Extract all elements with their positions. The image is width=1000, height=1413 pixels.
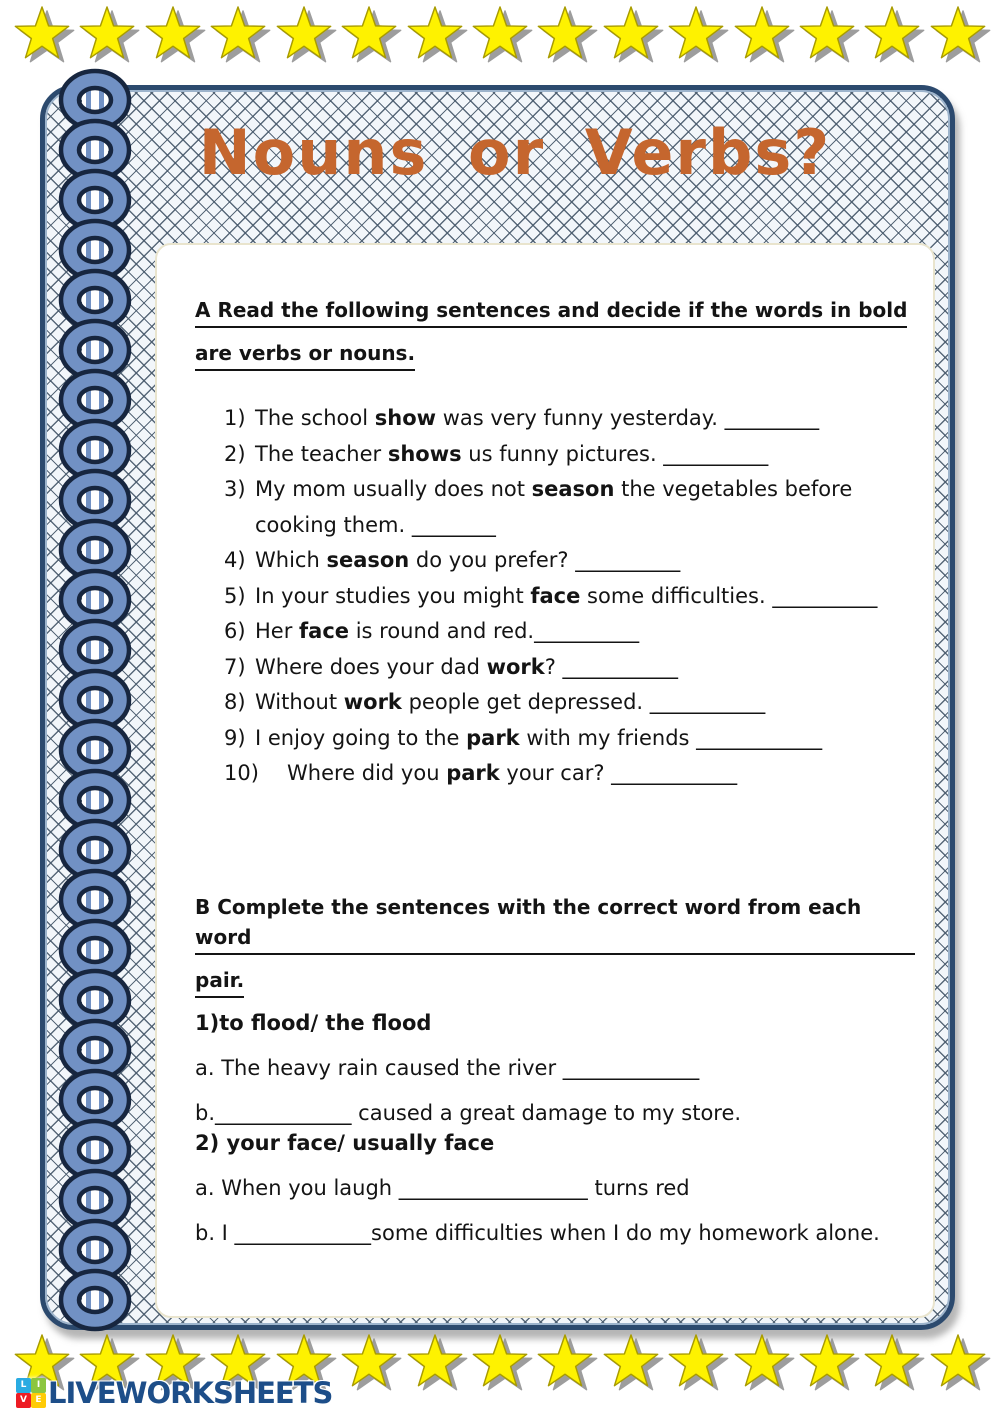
star-icon	[928, 1334, 988, 1392]
sentence-text: Where did you	[287, 761, 447, 785]
star-icon	[732, 6, 792, 64]
sentence-item	[195, 401, 915, 437]
star-icon	[862, 6, 922, 64]
logo-square-l: L	[16, 1378, 31, 1393]
sentence-item	[195, 685, 915, 721]
item-number: 4)	[224, 548, 246, 572]
sentence-text: Without	[255, 690, 344, 714]
star-icon	[928, 6, 988, 64]
sentence-text: the vegetables before	[614, 477, 853, 501]
bold-word: season	[326, 548, 410, 572]
star-icon	[12, 6, 72, 64]
star-icon	[601, 1334, 661, 1392]
star-icon	[601, 6, 661, 64]
star-icon	[405, 1334, 465, 1392]
item-number: 5)	[224, 583, 246, 608]
bold-word: park	[446, 761, 500, 785]
word-pair-block	[195, 1128, 915, 1248]
star-icon	[405, 6, 465, 64]
bold-word: park	[466, 725, 520, 750]
heading-line: B Complete the sentences with the correct word from each word	[195, 892, 915, 955]
item-number: 9)	[224, 725, 246, 750]
stars-row-top	[0, 6, 1000, 70]
item-number: 8)	[224, 690, 246, 714]
bold-word: show	[374, 406, 437, 430]
bold-word: face	[530, 583, 581, 608]
section-b-heading	[195, 892, 915, 1008]
word-pair-label: 1)to flood/ the flood	[195, 1010, 432, 1035]
star-icon	[666, 6, 726, 64]
sentence-text: Where does your dad	[255, 654, 487, 679]
sentence-text: cooking them. ________	[255, 512, 496, 537]
logo-square-v: V	[16, 1393, 31, 1408]
sentence-text: your car? ____________	[499, 761, 738, 785]
liveworksheets-logo[interactable]	[16, 1376, 332, 1410]
sentence-text: The teacher	[255, 441, 388, 466]
heading-line: are verbs or nouns.	[195, 338, 415, 371]
star-icon	[339, 1334, 399, 1392]
sentence-text: My mom usually does not	[255, 477, 532, 501]
fill-in-sentence-a: a. The heavy rain caused the river _____________	[195, 1055, 700, 1080]
section-b-pairs	[195, 1008, 915, 1248]
item-number: 7)	[224, 654, 246, 679]
star-icon	[797, 1334, 857, 1392]
sentence-text: people get depressed. ___________	[401, 690, 766, 714]
star-icon	[339, 6, 399, 64]
bold-word: face	[299, 619, 350, 643]
section-a-list	[195, 401, 915, 792]
sentence-item	[195, 543, 915, 579]
star-icon	[208, 6, 268, 64]
item-number: 10)	[224, 761, 259, 785]
section-b	[195, 892, 915, 1248]
worksheet-title: Nouns or Verbs?	[198, 116, 832, 189]
heading-line: A Read the following sentences and decide if the words in bold	[195, 295, 907, 328]
star-icon	[862, 1334, 922, 1392]
logo-square-e: E	[31, 1393, 46, 1408]
bold-word: work	[486, 654, 545, 679]
sentence-item	[195, 437, 915, 473]
star-icon	[470, 6, 530, 64]
star-icon	[666, 1334, 726, 1392]
star-icon	[77, 6, 137, 64]
sentence-text: Which	[255, 548, 327, 572]
sentence-text: In your studies you might	[255, 583, 531, 608]
fill-in-sentence-a: a. When you laugh __________________ turns red	[195, 1175, 690, 1200]
sentence-text: I enjoy going to the	[255, 725, 467, 750]
logo-square-i: I	[31, 1378, 46, 1393]
section-a-heading	[195, 295, 915, 381]
sentence-text: is round and red.__________	[349, 619, 640, 643]
spiral-binding	[56, 68, 134, 1338]
sentence-item	[195, 650, 915, 686]
sentence-text: Her	[255, 619, 300, 643]
item-number: 3)	[224, 477, 246, 501]
bold-word: season	[531, 477, 615, 501]
sentence-item	[195, 472, 915, 543]
sentence-item	[195, 756, 915, 792]
worksheet-panel	[155, 243, 935, 1318]
heading-line: pair.	[195, 965, 244, 998]
fill-in-sentence-b: b. I _____________some difficulties when I do my homework alone.	[195, 1220, 880, 1245]
word-pair-label: 2) your face/ usually face	[195, 1130, 495, 1155]
star-icon	[274, 6, 334, 64]
word-pair-block	[195, 1008, 915, 1128]
star-icon	[143, 6, 203, 64]
star-icon	[535, 1334, 595, 1392]
fill-in-sentence-b: b._____________ caused a great damage to my store.	[195, 1100, 742, 1125]
item-number: 2)	[224, 441, 246, 466]
sentence-text: us funny pictures. __________	[461, 441, 769, 466]
sentence-text: some difficulties. __________	[580, 583, 878, 608]
bold-word: work	[343, 690, 402, 714]
sentence-text: The school	[255, 406, 375, 430]
star-icon	[797, 6, 857, 64]
star-icon	[732, 1334, 792, 1392]
star-icon	[470, 1334, 530, 1392]
sentence-item	[195, 579, 915, 615]
item-number: 6)	[224, 619, 246, 643]
sentence-text: was very funny yesterday. _________	[436, 406, 820, 430]
sentence-item	[195, 721, 915, 757]
liveworksheets-grid-icon	[16, 1378, 46, 1408]
bold-word: shows	[387, 441, 462, 466]
star-icon	[535, 6, 595, 64]
liveworksheets-logo-text: LIVEWORKSHEETS	[48, 1376, 333, 1410]
item-number: 1)	[224, 406, 246, 430]
sentence-text: ? ___________	[544, 654, 679, 679]
sentence-text: with my friends ____________	[519, 725, 823, 750]
sentence-text: do you prefer? __________	[409, 548, 681, 572]
sentence-item	[195, 614, 915, 650]
